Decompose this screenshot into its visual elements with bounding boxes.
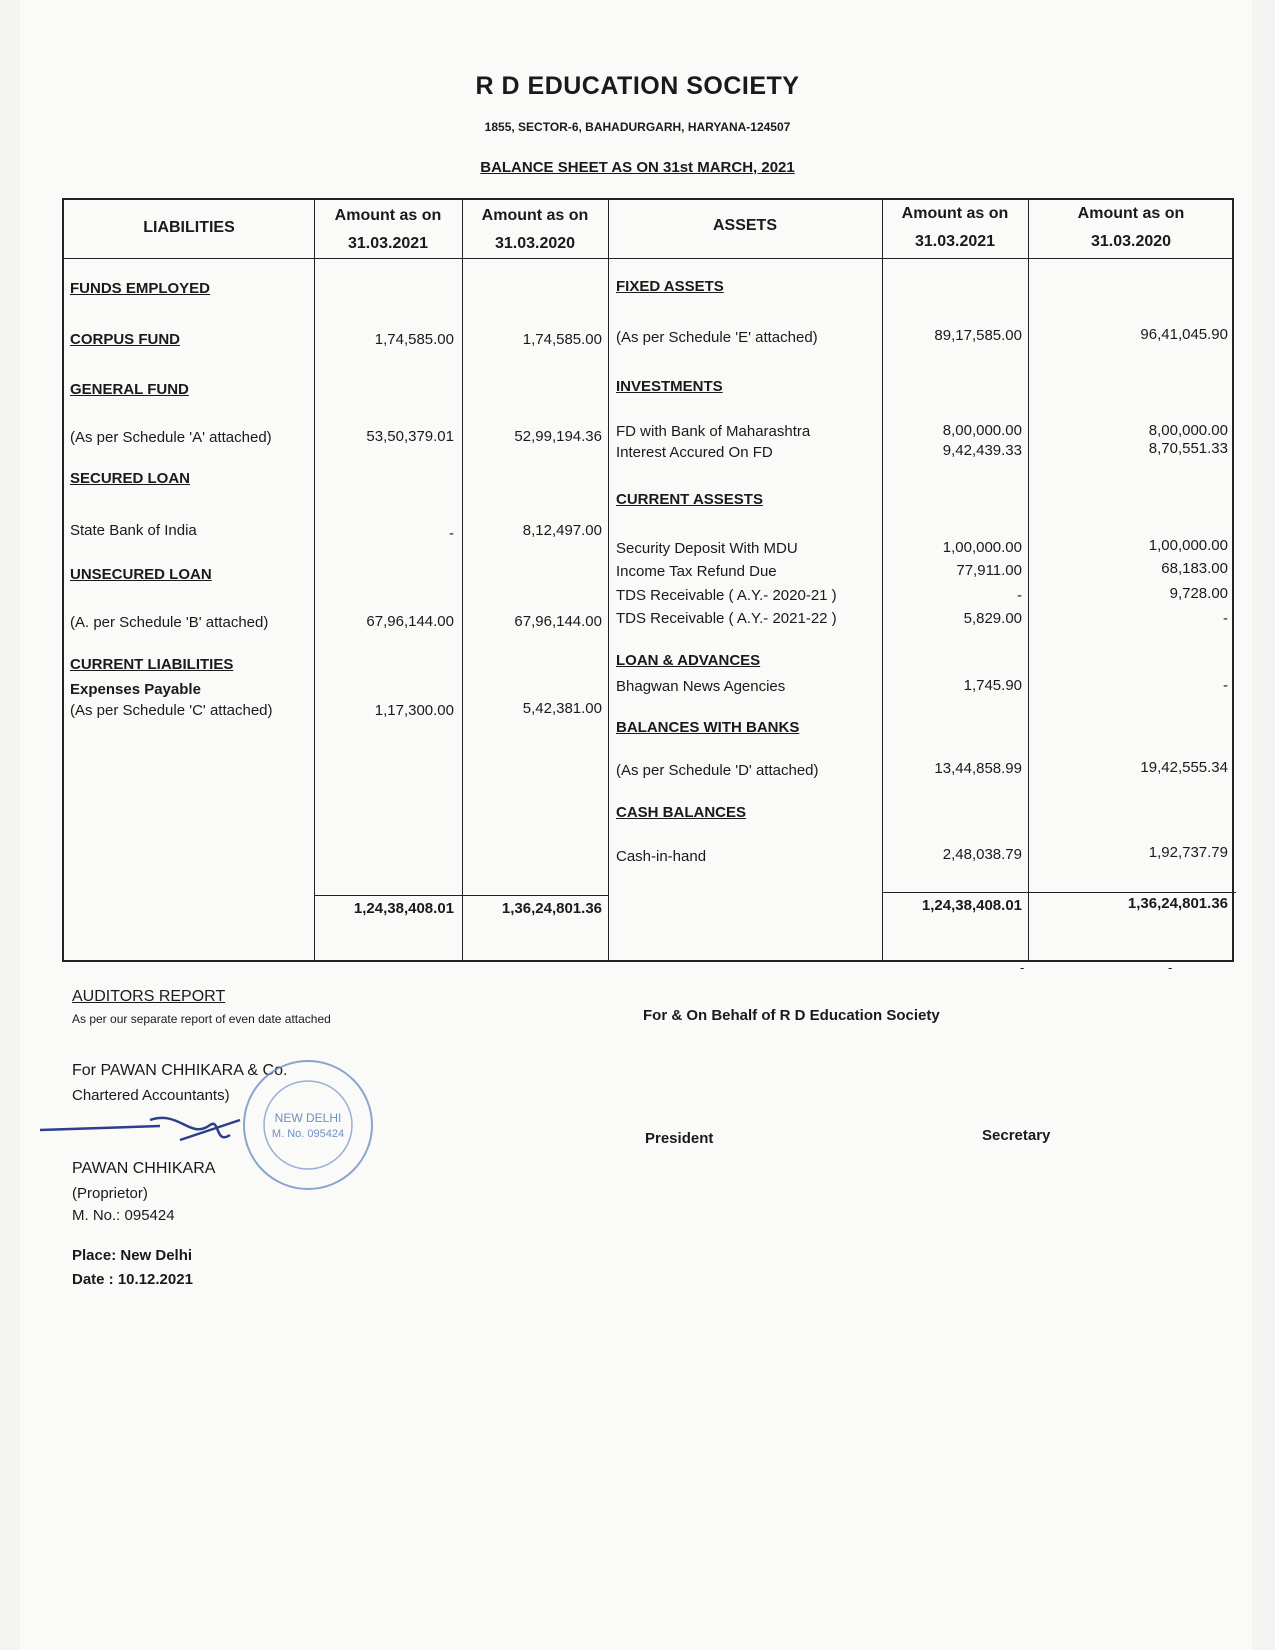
unsecured-2020: 67,96,144.00 — [514, 613, 602, 630]
society-address: 1855, SECTOR-6, BAHADURGARH, HARYANA-124507 — [484, 120, 791, 134]
interest-2021: 9,42,439.33 — [942, 442, 1022, 459]
security-2021: 1,00,000.00 — [942, 539, 1022, 556]
sbi-2020: 8,12,497.00 — [522, 522, 602, 539]
assets-total-2020: 1,36,24,801.36 — [1127, 895, 1228, 912]
fd-2021: 8,00,000.00 — [942, 422, 1022, 439]
it-2021: 77,911.00 — [956, 562, 1022, 579]
auditor-signature-icon — [40, 1100, 260, 1160]
liabilities-total-2020: 1,36,24,801.36 — [501, 900, 602, 917]
tds2-2021: 5,829.00 — [963, 610, 1022, 627]
fixed-assets-heading: FIXED ASSETS — [616, 278, 724, 295]
liabilities-header: LIABILITIES — [143, 219, 235, 236]
balance-sheet-table — [62, 198, 1234, 962]
investments-heading: INVESTMENTS — [616, 378, 723, 395]
banks-2020: 19,42,555.34 — [1140, 759, 1228, 776]
unsecured-2021: 67,96,144.00 — [366, 613, 454, 630]
security-2020: 1,00,000.00 — [1148, 537, 1228, 554]
unsecured-desc: (A. per Schedule 'B' attached) — [70, 614, 269, 631]
corpus-2020: 1,74,585.00 — [522, 331, 602, 348]
secured-loan-heading: SECURED LOAN — [70, 470, 191, 487]
expenses-payable-label: Expenses Payable — [70, 681, 201, 698]
as-per-report: As per our separate report of even date attached — [72, 1012, 331, 1026]
auditor-name: PAWAN CHHIKARA — [72, 1160, 216, 1177]
place: Place: New Delhi — [72, 1247, 193, 1264]
assets-2021-header: Amount as on 31.03.2021 — [901, 205, 1009, 250]
cash-label: Cash-in-hand — [616, 848, 707, 865]
auditor-firm: For PAWAN CHHIKARA & Co. — [72, 1062, 288, 1079]
society-name: R D EDUCATION SOCIETY — [475, 72, 800, 100]
interest-label: Interest Accured On FD — [616, 444, 773, 461]
bhagwan-label: Bhagwan News Agencies — [616, 678, 786, 695]
tds1-2020: 9,728.00 — [1169, 585, 1228, 602]
cash-2021: 2,48,038.79 — [942, 846, 1022, 863]
liabilities-total-2021: 1,24,38,408.01 — [353, 900, 454, 917]
date: Date : 10.12.2021 — [72, 1271, 193, 1288]
stamp-mno: M. No. 095424 — [271, 1128, 345, 1140]
balance-sheet-title: BALANCE SHEET AS ON 31st MARCH, 2021 — [480, 159, 795, 176]
chartered-accountants: Chartered Accountants) — [72, 1087, 230, 1104]
loan-advances-heading: LOAN & ADVANCES — [616, 652, 761, 669]
below-dash-1: - — [1020, 960, 1025, 975]
banks-desc: (As per Schedule 'D' attached) — [616, 762, 819, 779]
fixed-2021: 89,17,585.00 — [934, 327, 1022, 344]
balances-banks-heading: BALANCES WITH BANKS — [616, 719, 800, 736]
liab-2020-header: Amount as on 31.03.2020 — [481, 207, 589, 252]
secretary-label: Secretary — [982, 1127, 1051, 1144]
expenses-2021: 1,17,300.00 — [374, 702, 454, 719]
current-liabilities-heading: CURRENT LIABILITIES — [70, 656, 234, 673]
tds-2022-label: TDS Receivable ( A.Y.- 2021-22 ) — [616, 610, 837, 627]
fd-2020: 8,00,000.00 — [1148, 422, 1228, 439]
tds2-2020: - — [1223, 610, 1228, 627]
fixed-assets-desc: (As per Schedule 'E' attached) — [616, 329, 818, 346]
tds1-2021: - — [1017, 587, 1022, 604]
liab-2021-header: Amount as on 31.03.2021 — [334, 207, 442, 252]
fixed-2020: 96,41,045.90 — [1140, 326, 1228, 343]
auditors-report-heading: AUDITORS REPORT — [72, 988, 226, 1005]
cash-2020: 1,92,737.79 — [1148, 844, 1228, 861]
it-refund-label: Income Tax Refund Due — [616, 563, 777, 580]
tds-2021-label: TDS Receivable ( A.Y.- 2020-21 ) — [616, 587, 837, 604]
bhagwan-2021: 1,745.90 — [963, 677, 1022, 694]
expenses-2020: 5,42,381.00 — [522, 700, 602, 717]
funds-employed-heading: FUNDS EMPLOYED — [70, 280, 211, 297]
below-dash-2: - — [1168, 960, 1173, 975]
cash-balances-heading: CASH BALANCES — [616, 804, 747, 821]
general-fund-heading: GENERAL FUND — [70, 381, 189, 398]
membership-number: M. No.: 095424 — [72, 1207, 175, 1224]
unsecured-loan-heading: UNSECURED LOAN — [70, 566, 212, 583]
on-behalf-text: For & On Behalf of R D Education Society — [643, 1007, 940, 1024]
current-assets-heading: CURRENT ASSESTS — [616, 491, 763, 508]
corpus-fund-heading: CORPUS FUND — [70, 331, 181, 348]
stamp-city: NEW DELHI — [274, 1111, 342, 1125]
banks-2021: 13,44,858.99 — [934, 760, 1022, 777]
bhagwan-2020: - — [1223, 677, 1228, 694]
auditor-title: (Proprietor) — [72, 1185, 148, 1202]
assets-total-2021: 1,24,38,408.01 — [921, 897, 1022, 914]
general-2021: 53,50,379.01 — [366, 428, 454, 445]
expenses-desc: (As per Schedule 'C' attached) — [70, 702, 273, 719]
sbi-2021: - — [449, 525, 454, 542]
interest-2020: 8,70,551.33 — [1148, 440, 1228, 457]
sbi-label: State Bank of India — [70, 522, 197, 539]
general-fund-desc: (As per Schedule 'A' attached) — [70, 429, 272, 446]
president-label: President — [645, 1130, 714, 1147]
it-2020: 68,183.00 — [1161, 560, 1228, 577]
general-2020: 52,99,194.36 — [514, 428, 602, 445]
fd-label: FD with Bank of Maharashtra — [616, 423, 811, 440]
corpus-2021: 1,74,585.00 — [374, 331, 454, 348]
assets-header: ASSETS — [712, 217, 777, 234]
assets-2020-header: Amount as on 31.03.2020 — [1077, 205, 1185, 250]
security-deposit-label: Security Deposit With MDU — [616, 540, 798, 557]
